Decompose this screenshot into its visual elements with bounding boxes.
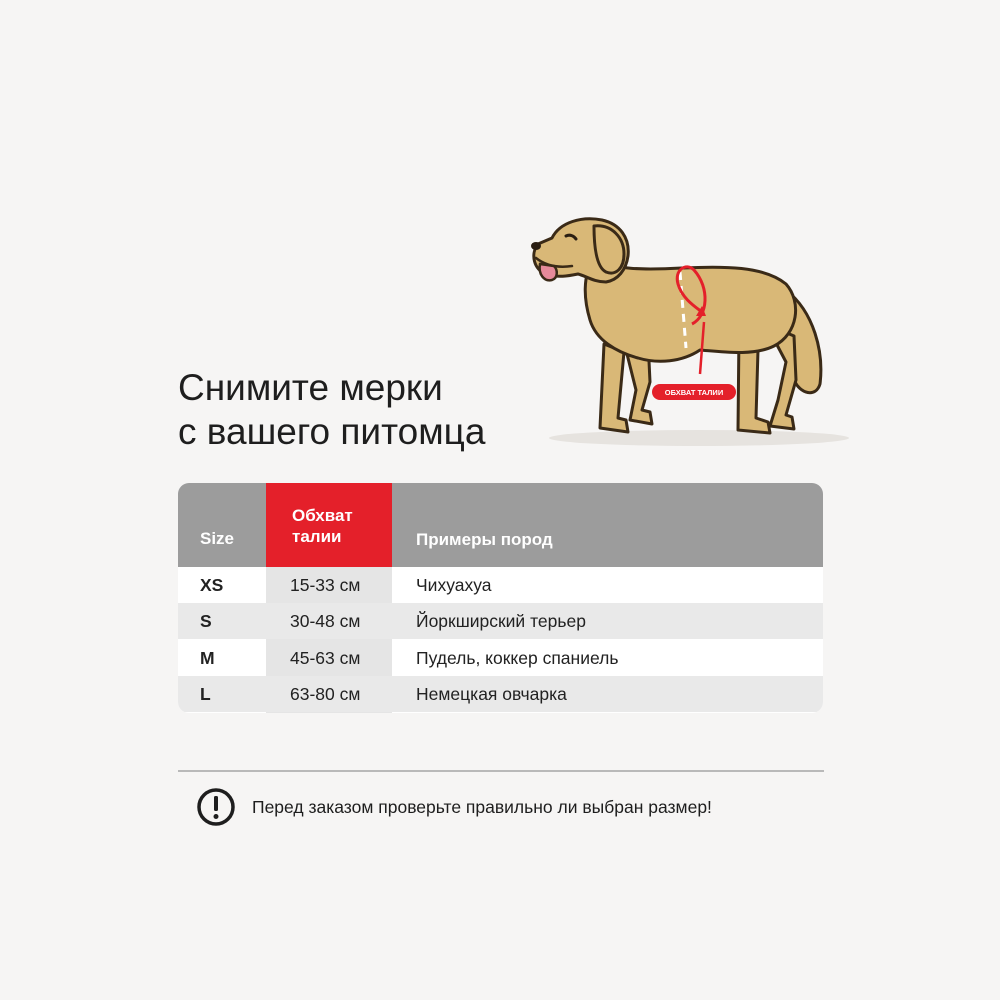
header-waist-line-1: Обхват — [292, 506, 353, 525]
cell-waist: 45-63 см — [290, 648, 361, 668]
header-size: Size — [200, 529, 235, 548]
cell-waist: 63-80 см — [290, 684, 361, 704]
cell-size: XS — [200, 575, 224, 595]
cell-breed: Йоркширский терьер — [416, 611, 586, 631]
cell-breed: Немецкая овчарка — [416, 684, 567, 704]
exclamation-circle-icon — [196, 787, 236, 827]
table-row — [178, 567, 823, 603]
cell-waist: 30-48 см — [290, 611, 361, 631]
size-warning-note: Перед заказом проверьте правильно ли выбран размер! — [252, 797, 712, 817]
cell-waist: 15-33 см — [290, 575, 361, 595]
size-chart-table — [178, 483, 823, 713]
header-waist — [292, 505, 353, 547]
page-title — [178, 366, 485, 454]
table-row — [178, 676, 823, 712]
header-waist-line-2: талии — [292, 527, 342, 546]
dog-icon — [524, 212, 854, 452]
header-breeds: Примеры пород — [416, 530, 553, 549]
title-line-2: с вашего питомца — [178, 411, 486, 452]
title-line-1: Снимите мерки — [178, 367, 443, 408]
table-row — [178, 603, 823, 639]
cell-size: L — [200, 684, 211, 704]
table-row — [178, 640, 823, 676]
cell-size: S — [200, 611, 212, 631]
dog-illustration — [524, 212, 854, 452]
cell-breed: Пудель, коккер спаниель — [416, 648, 619, 668]
divider — [178, 770, 824, 772]
cell-size: M — [200, 648, 215, 668]
measurement-badge-label: ОБХВАТ ТАЛИИ — [664, 388, 724, 397]
cell-breed: Чихуахуа — [416, 575, 492, 595]
